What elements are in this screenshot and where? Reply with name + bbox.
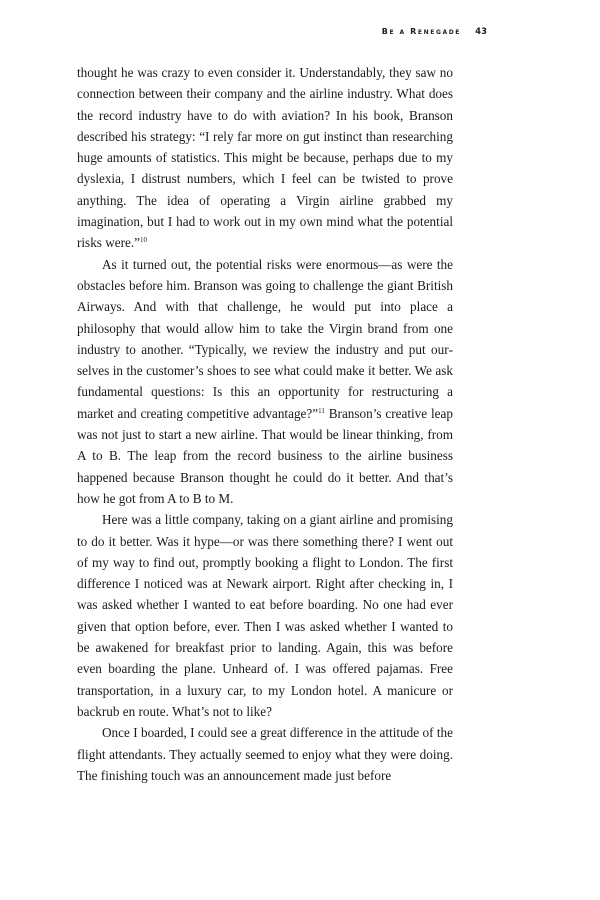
body-text <box>77 62 453 786</box>
paragraph-4-text: Once I boarded, I could see a great difference in the attitude of the flight attendants. They actually seemed to enjoy what they were doing. The finishing touch was an announcement made just before <box>77 725 453 783</box>
paragraph-4 <box>77 722 453 786</box>
page-number: 43 <box>475 27 487 37</box>
running-title: Be a Renegade <box>381 27 461 36</box>
footnote-ref-10: 10 <box>139 236 147 245</box>
paragraph-1-text: thought he was crazy to even consider it. Understandably, they saw no connection between their company and the airline industry. What does the record industry have to do with aviation? In his book, Branson described his strategy: “I rely far more on gut instinct than researching huge amounts of statistics. This might be because, perhaps due to my dyslexia, I distrust numbers, which I feel can be twisted to prove anything. The idea of operating a Virgin airline grabbed my imagination, but I had to work out in my own mind what the potential risks were.” <box>77 65 453 251</box>
paragraph-1 <box>77 62 453 254</box>
paragraph-2-text-b: Branson’s creative leap was not just to start a new airline. That would be linear thinking, from A to B. The leap from the record business to the airline business happened because Branson thought he could do it better. And that’s how he got from A to B to M. <box>77 405 453 506</box>
paragraph-3 <box>77 509 453 722</box>
paragraph-3-text: Here was a little company, taking on a giant airline and promising to do it better. Was it hype—or was there something there? I went out of my way to find out, promptly booking a flight to London. The first difference I noticed was at Newark airport. Right after checking in, I was asked whether I wanted to eat before boarding. No one had ever given that option before, ever. Then I was asked whether I wanted to be awakened for breakfast prior to landing. Again, this was before even boarding the plane. Unheard of. I was offered pajamas. Free transportation, in a luxury car, to my London hotel. A manicure or backrub en route. What’s not to like? <box>77 512 453 719</box>
running-head <box>0 27 600 43</box>
paragraph-2-text-a: As it turned out, the potential risks were enormous—as were the obstacles before him. Branson was going to challenge the giant British Airways. And with that challenge, he would put into place a philosophy that would allow him to take the Virgin brand from one industry to another. “Typically, we review the industry and put ourselves in the customer’s shoes to see what could make it better. We ask fundamental questions: Is this an opportunity for restructuring a market and creating competitive advantage?” <box>77 256 453 421</box>
footnote-ref-11: 11 <box>318 406 325 415</box>
paragraph-2 <box>77 254 453 510</box>
